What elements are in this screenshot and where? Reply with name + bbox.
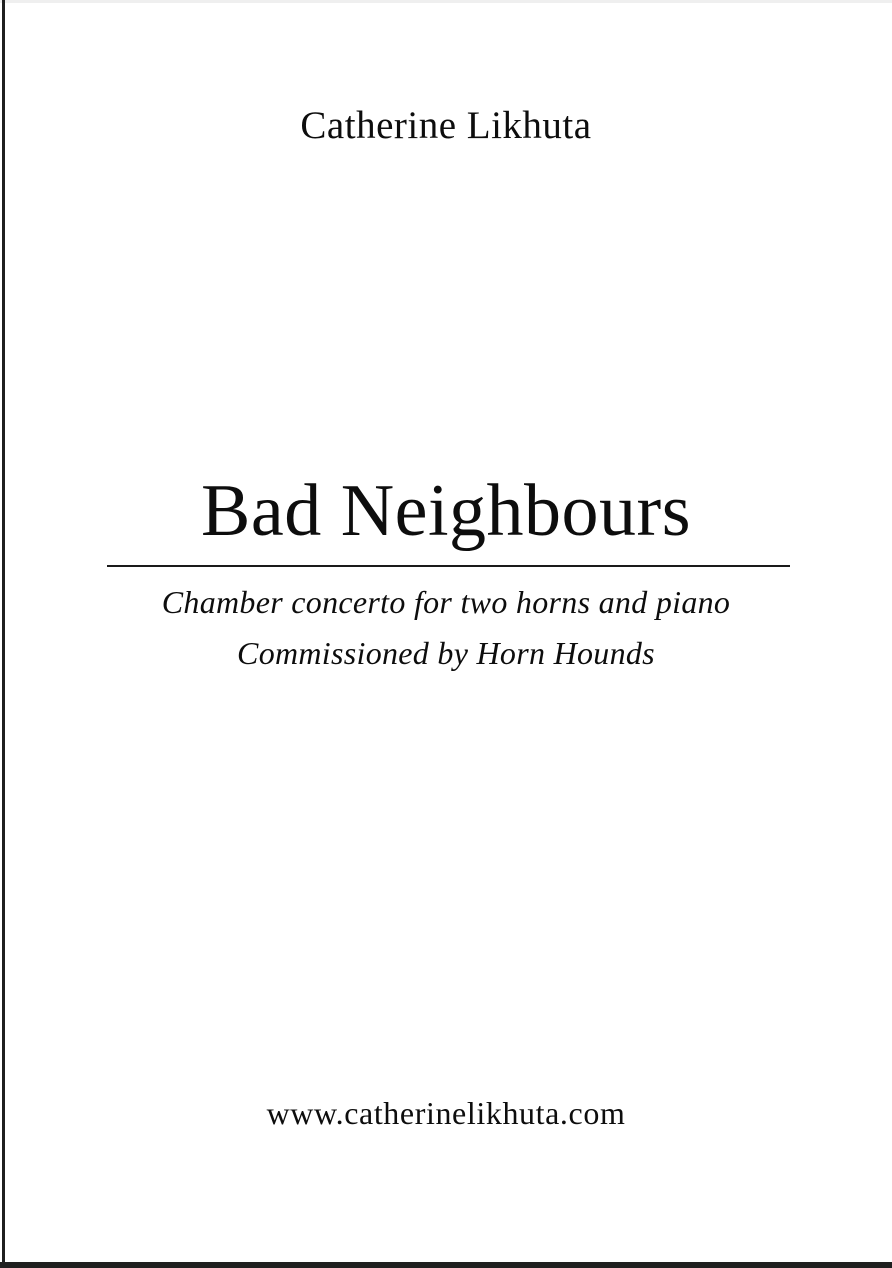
title-divider-rule	[107, 565, 790, 567]
page-top-strip	[0, 0, 892, 3]
page-bottom-edge	[0, 1262, 892, 1268]
author-name: Catherine Likhuta	[300, 104, 592, 147]
piece-title: Bad Neighbours	[201, 470, 691, 552]
subtitle-instrumentation: Chamber concerto for two horns and piano	[161, 584, 731, 620]
page-left-edge	[2, 0, 5, 1268]
website-url: www.catherinelikhuta.com	[266, 1095, 626, 1131]
subtitle-commission: Commissioned by Horn Hounds	[237, 635, 655, 671]
